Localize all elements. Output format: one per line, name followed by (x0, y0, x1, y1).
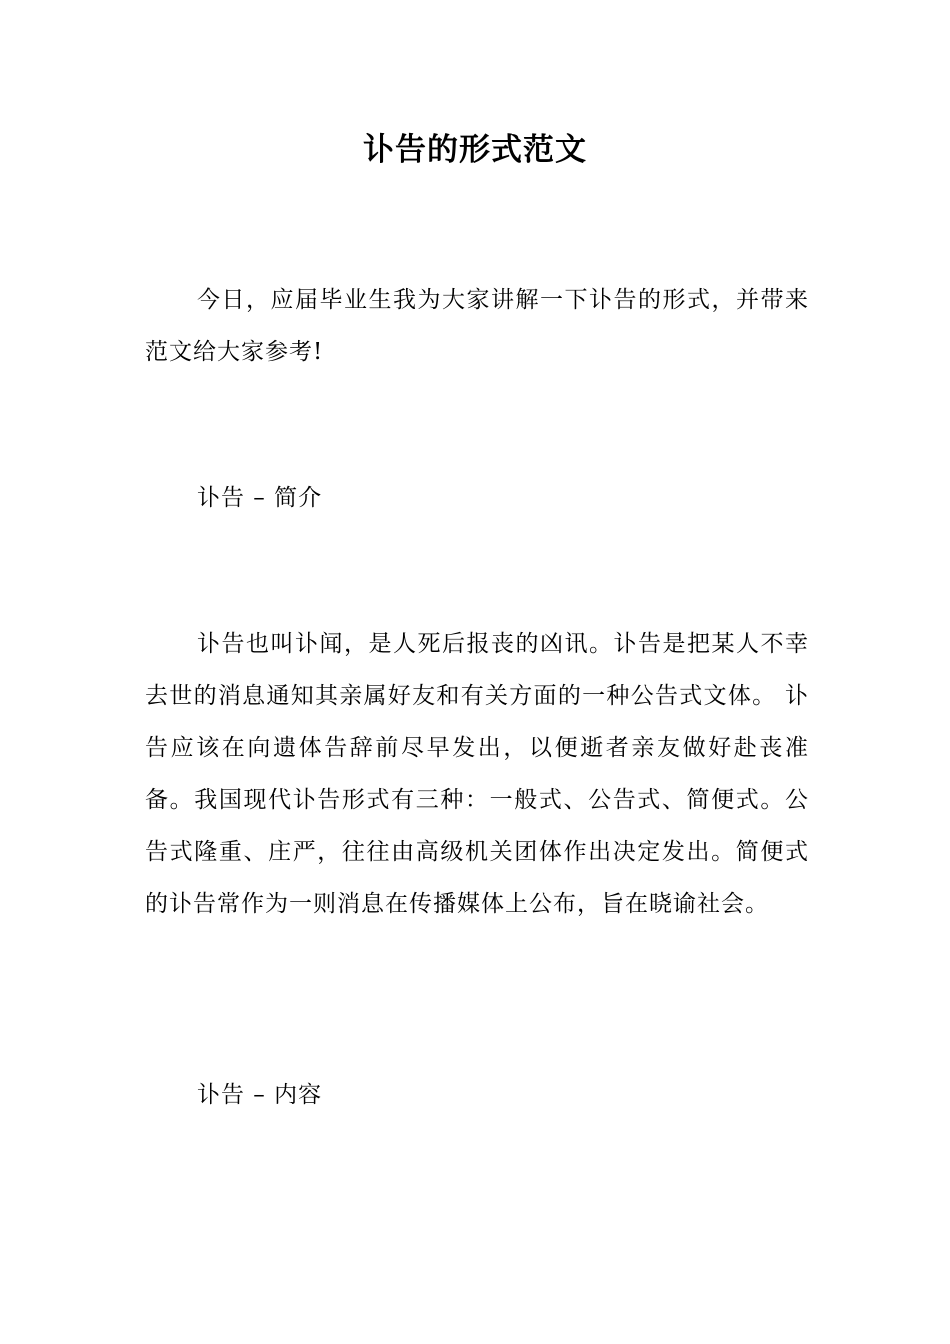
section-heading-content: 讣告 – 内容 (197, 1082, 323, 1108)
intro-body-paragraph: 讣告也叫讣闻，是人死后报丧的凶讯。讣告是把某人不幸去世的消息通知其亲属好友和有关方面的一种公告式文体。 讣告应该在向遗体告辞前尽早发出，以便逝者亲友做好赴丧准备。我国现代讣告形式有三种：一般式、公告式、简便式。公告式隆重、庄严，往往由高级机关团体作出决定发出。简便式的讣告常作为一则消息在传播媒体上公布，旨在晓谕社会。 (145, 631, 809, 917)
section-heading-intro: 讣告 – 简介 (197, 485, 323, 511)
intro-paragraph: 今日，应届毕业生我为大家讲解一下讣告的形式，并带来范文给大家参考! (145, 287, 809, 365)
document-title: 讣告的形式范文 (363, 132, 587, 168)
